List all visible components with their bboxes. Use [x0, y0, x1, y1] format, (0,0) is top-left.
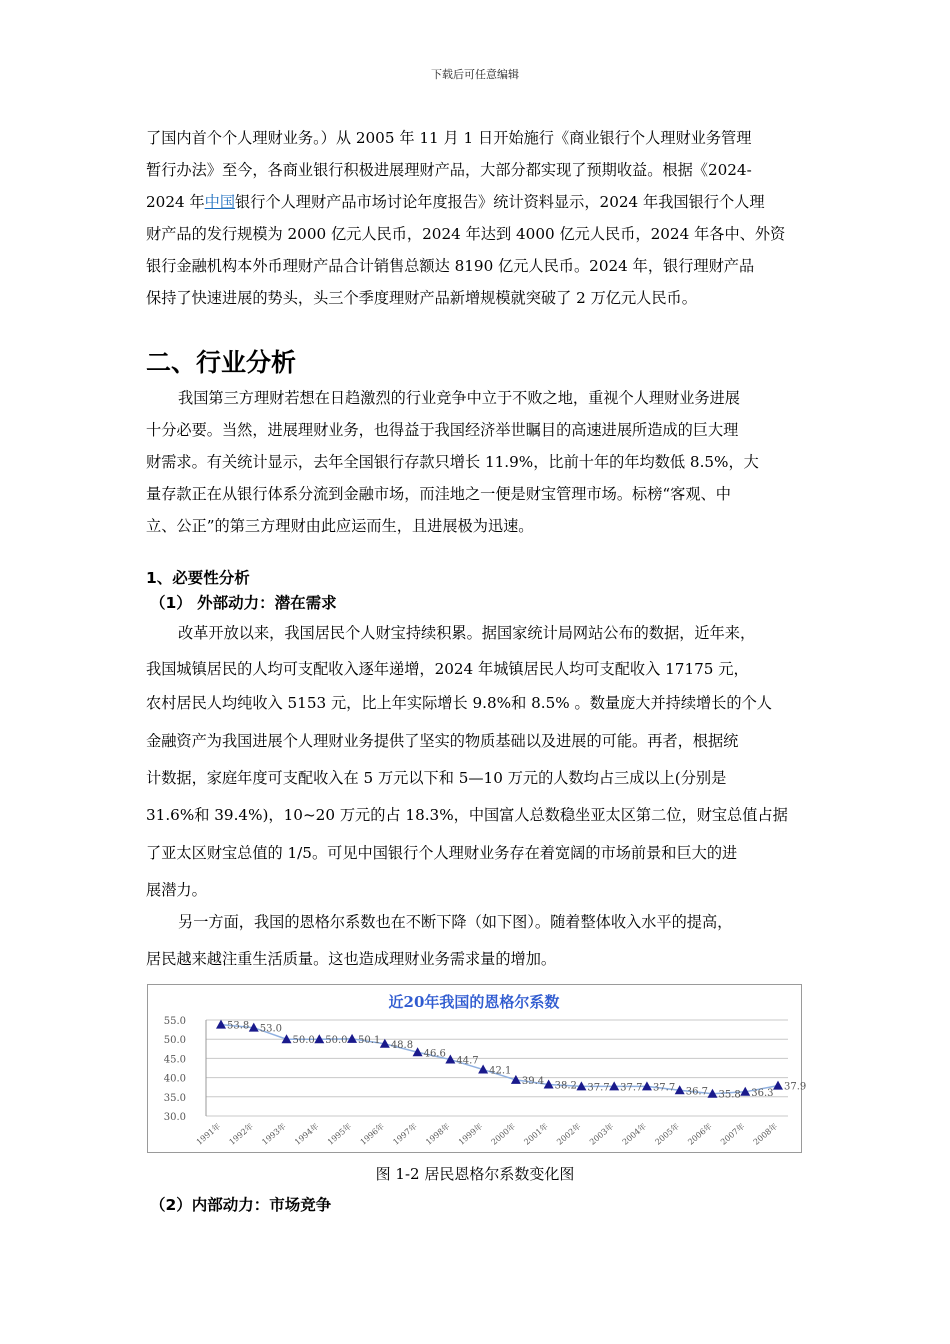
x-tick-label: 1997年 — [391, 1121, 419, 1147]
chart-y-ticks — [164, 1016, 186, 1123]
intro-line-5: 银行金融机构本外币理财产品合计销售总额达 8190 亿元人民币。2024 年，银行理财产品 — [146, 257, 755, 275]
data-label: 36.3 — [751, 1087, 774, 1099]
sub1a-line-1: 改革开放以来，我国居民个人财宝持续积累。据国家统计局网站公布的数据，近年来， — [178, 624, 756, 642]
x-tick-label: 2003年 — [587, 1121, 616, 1147]
subheading-external-drivers: （1） 外部动力：潜在需求 — [150, 594, 337, 612]
data-point — [773, 1081, 783, 1090]
y-tick-label: 50.0 — [163, 1035, 186, 1047]
data-label: 37.7 — [587, 1082, 610, 1094]
y-tick-label: 35.0 — [163, 1092, 186, 1104]
x-tick-label: 1991年 — [194, 1121, 223, 1147]
data-label: 50.0 — [325, 1035, 348, 1047]
x-tick-label: 1995年 — [325, 1121, 354, 1147]
section-heading-industry-analysis: 二、行业分析 — [146, 348, 297, 377]
sub1a-line-3: 农村居民人均纯收入 5153 元，比上年实际增长 9.8%和 8.5% 。数量庞大并持续增长的个人 — [146, 694, 772, 712]
x-tick-label: 1993年 — [260, 1121, 288, 1147]
sub1a-line-8: 展潜力。 — [146, 881, 207, 899]
intro-line-4: 财产品的发行规模为 2000 亿元人民币，2024 年达到 4000 亿元人民币，2024 年各中、外资 — [146, 225, 786, 243]
figure-caption: 图 1-2 居民恩格尔系数变化图 — [375, 1165, 575, 1183]
x-tick-label: 2004年 — [620, 1121, 649, 1147]
intro-line-3-end: 银行个人理财产品市场讨论年度报告》统计资料显示，2024 年我国银行个人理 — [235, 193, 765, 211]
data-label: 42.1 — [489, 1065, 512, 1077]
subheading-internal-drivers: （2）内部动力：市场竞争 — [150, 1196, 332, 1214]
data-point — [216, 1020, 226, 1029]
x-tick-label: 2005年 — [653, 1121, 681, 1147]
section2-line-4: 量存款正在从银行体系分流到金融市场，而洼地之一便是财宝管理市场。标榜“客观、中 — [146, 485, 731, 503]
x-tick-label: 2007年 — [719, 1121, 747, 1147]
chart-data-labels — [227, 1021, 806, 1101]
intro-line-1: 了国内首个个人理财业务。）从 2005 年 11 月 1 日开始施行《商业银行个人理财业务管理 — [146, 129, 752, 147]
data-label: 39.4 — [521, 1075, 545, 1087]
data-label: 48.8 — [390, 1039, 414, 1051]
data-label: 38.2 — [554, 1080, 577, 1092]
sub1a-para2-line-1: 另一方面，我国的恩格尔系数也在不断下降（如下图）。随着整体收入水平的提高， — [178, 913, 733, 931]
sub1a-line-6: 31.6%和 39.4%)，10~20 万元的占 18.3%，中国富人总数稳坐亚太区第二位，财宝总值占据 — [146, 806, 788, 824]
data-label: 44.7 — [456, 1055, 479, 1067]
x-tick-label: 2000年 — [489, 1121, 518, 1147]
y-tick-label: 30.0 — [163, 1112, 186, 1123]
chart-title: 近20年我国的恩格尔系数 — [388, 993, 560, 1011]
china-link[interactable]: 中国 — [204, 193, 236, 211]
x-tick-label: 2006年 — [686, 1121, 714, 1147]
intro-line-2: 暂行办法》至今，各商业银行积极进展理财产品，大部分都实现了预期收益。根据《2024- — [146, 161, 752, 179]
data-label: 50.1 — [358, 1034, 381, 1046]
data-label: 46.6 — [423, 1048, 446, 1060]
data-label: 35.8 — [718, 1089, 741, 1101]
section2-line-3: 财需求。有关统计显示，去年全国银行存款只增长 11.9%，比前十年的年均数低 8.5%，大 — [146, 453, 759, 471]
x-tick-label: 1994年 — [293, 1121, 321, 1147]
y-tick-label: 40.0 — [163, 1073, 186, 1085]
x-tick-label: 1996年 — [358, 1121, 387, 1147]
x-tick-label: 2001年 — [522, 1121, 550, 1147]
data-label: 37.7 — [620, 1082, 643, 1094]
x-tick-label: 2002年 — [555, 1121, 583, 1147]
data-label: 37.9 — [784, 1081, 807, 1093]
chart-svg — [148, 985, 807, 1152]
x-tick-label: 2008年 — [751, 1121, 780, 1147]
intro-line-6: 保持了快速进展的势头，头三个季度理财产品新增规模就突破了 2 万亿元人民币。 — [146, 289, 697, 307]
data-label: 36.7 — [685, 1086, 708, 1098]
sub1a-line-2: 我国城镇居民的人均可支配收入逐年递增，2024 年城镇居民人均可支配收入 17175 元， — [146, 660, 749, 678]
section2-line-5: 立、公正”的第三方理财由此应运而生，且进展极为迅速。 — [146, 517, 534, 535]
data-label: 50.0 — [292, 1035, 315, 1047]
y-tick-label: 45.0 — [163, 1054, 186, 1066]
x-tick-label: 1992年 — [227, 1121, 256, 1147]
page-header: 下载后可任意编辑 — [431, 68, 519, 81]
section2-line-1: 我国第三方理财若想在日趋激烈的行业竞争中立于不败之地，重视个人理财业务进展 — [178, 389, 740, 407]
sub1a-line-4: 金融资产为我国进展个人理财业务提供了坚实的物质基础以及进展的可能。再者，根据统 — [146, 732, 739, 750]
intro-line-3 — [146, 193, 806, 211]
sub1a-line-7: 了亚太区财宝总值的 1/5。可见中国银行个人理财业务存在着宽阔的市场前景和巨大的进 — [146, 844, 738, 862]
x-tick-label: 1999年 — [456, 1121, 485, 1147]
intro-line-3-start: 2024 年 — [146, 193, 205, 211]
data-label: 37.7 — [652, 1082, 676, 1094]
engel-coefficient-chart — [147, 984, 807, 1153]
data-label: 53.0 — [259, 1023, 283, 1035]
y-tick-label: 55.0 — [163, 1016, 186, 1027]
chart-x-ticks — [194, 1121, 779, 1147]
sub1a-line-5: 计数据，家庭年度可支配收入在 5 万元以下和 5—10 万元的人数均占三成以上(分别是 — [146, 769, 727, 787]
subheading-necessity-analysis: 1、必要性分析 — [146, 569, 250, 587]
x-tick-label: 1998年 — [424, 1121, 452, 1147]
section2-line-2: 十分必要。当然，进展理财业务，也得益于我国经济举世瞩目的高速进展所造成的巨大理 — [146, 421, 739, 439]
sub1a-para2-line-2: 居民越来越注重生活质量。这也造成理财业务需求量的增加。 — [146, 950, 557, 968]
data-label: 53.8 — [227, 1020, 250, 1032]
